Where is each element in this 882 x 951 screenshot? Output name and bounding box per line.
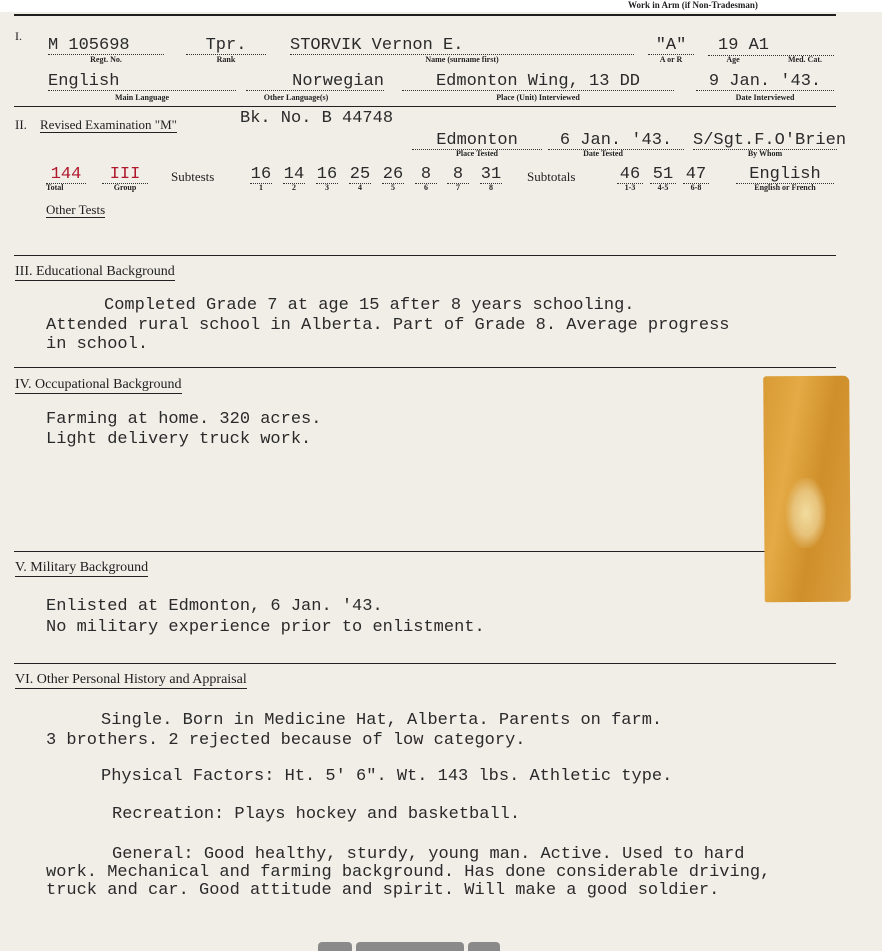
regt-no-value: M 105698 <box>48 37 164 55</box>
appraisal-line: 3 brothers. 2 rejected because of low category. <box>46 731 526 750</box>
subtest-number: 6 <box>424 183 428 192</box>
section5-title: V. Military Background <box>15 560 149 575</box>
section1-rule <box>14 106 836 107</box>
education-line: in school. <box>46 335 149 354</box>
age-caption: Age <box>726 55 740 64</box>
section5-rule <box>14 663 836 664</box>
subtest-number: 4 <box>358 183 362 192</box>
subtotal-range: 1-3 <box>624 183 636 192</box>
other-tests-label: Other Tests <box>46 202 106 217</box>
section3-title: III. Educational Background <box>15 264 175 279</box>
by-whom-caption: By Whom <box>747 149 783 158</box>
test-language-value: English <box>736 166 834 184</box>
military-line: No military experience prior to enlistment. <box>46 618 485 637</box>
regt-no-caption: Regt. No. <box>90 55 122 64</box>
rank-caption: Rank <box>216 55 236 64</box>
subtest-score: 8 <box>447 166 469 184</box>
subtest-score: 16 <box>250 165 272 184</box>
group-value: III <box>102 166 148 184</box>
appraisal-line: Single. Born in Medicine Hat, Alberta. Parents on farm. <box>101 711 663 730</box>
place-tested-caption: Place Tested <box>456 149 498 158</box>
date-interviewed-caption: Date Interviewed <box>735 93 795 102</box>
main-language-caption: Main Language <box>114 93 169 102</box>
section1-numeral: I. <box>15 29 22 43</box>
place-tested-value: Edmonton <box>412 132 542 150</box>
subtests-label: Subtests <box>171 169 215 184</box>
date-tested-value: 6 Jan. '43. <box>548 132 684 150</box>
subtest-number: 3 <box>325 183 329 192</box>
date-interviewed-value: 9 Jan. '43. <box>696 73 834 91</box>
occupation-line: Farming at home. 320 acres. <box>46 410 322 429</box>
subtotal-score: 47 <box>683 166 709 184</box>
a-or-r-caption: A or R <box>659 55 683 64</box>
tape-stain <box>786 478 826 548</box>
subtotal-range: 4-5 <box>657 183 669 192</box>
med-cat-caption: Med. Cat. <box>788 55 822 64</box>
subtest-score: 31 <box>480 165 502 184</box>
revised-exam-label: Revised Examination "M" <box>40 117 177 132</box>
subtest-score: 16 <box>316 165 338 184</box>
section4-rule <box>14 551 836 552</box>
by-whom-value: S/Sgt.F.O'Brien <box>693 131 847 150</box>
other-language-caption: Other Language(s) <box>263 93 329 102</box>
rank-value: Tpr. <box>186 37 266 55</box>
header-note: Work in Arm (if Non-Tradesman) <box>628 0 758 10</box>
appraisal-line: Physical Factors: Ht. 5' 6". Wt. 143 lbs. Athletic type. <box>101 767 673 786</box>
appraisal-line: work. Mechanical and farming background. Has done considerable driving, <box>46 863 771 882</box>
education-line: Completed Grade 7 at age 15 after 8 years schooling. <box>104 296 635 315</box>
total-caption: Total <box>46 183 64 192</box>
total-score: 144 <box>46 166 86 184</box>
a-or-r-value: "A" <box>648 37 694 55</box>
military-line: Enlisted at Edmonton, 6 Jan. '43. <box>46 597 383 616</box>
booklet-number: Bk. No. B 44748 <box>240 109 394 128</box>
subtotals-label: Subtotals <box>527 169 576 184</box>
section3-rule <box>14 367 836 368</box>
folder-tab-edge <box>468 942 500 951</box>
subtotal-score: 51 <box>650 166 676 184</box>
subtest-score: 14 <box>283 165 305 184</box>
date-tested-caption: Date Tested <box>583 149 623 158</box>
place-interviewed-caption: Place (Unit) Interviewed <box>496 93 580 102</box>
appraisal-line: General: Good healthy, sturdy, young man. Active. Used to hard <box>112 845 745 864</box>
subtest-number: 5 <box>391 183 395 192</box>
group-caption: Group <box>113 183 137 192</box>
name-caption: Name (surname first) <box>425 55 499 64</box>
section4-title: IV. Occupational Background <box>15 377 182 392</box>
test-language-caption: English or French <box>754 183 816 192</box>
name-value: STORVIK Vernon E. <box>290 37 634 55</box>
education-line: Attended rural school in Alberta. Part of Grade 8. Average progress <box>46 316 730 335</box>
subtotal-range: 6-8 <box>690 183 702 192</box>
subtest-number: 2 <box>292 183 296 192</box>
main-language-value: English <box>48 73 236 91</box>
subtest-score: 8 <box>415 166 437 184</box>
subtest-number: 8 <box>489 183 493 192</box>
subtest-number: 7 <box>456 183 460 192</box>
folder-tab-edge <box>318 942 352 951</box>
other-language-value: Norwegian <box>246 73 384 91</box>
appraisal-line: truck and car. Good attitude and spirit. Will make a good soldier. <box>46 881 720 900</box>
subtest-number: 1 <box>259 183 263 192</box>
folder-tab-edge <box>356 942 464 951</box>
section2-numeral: II. <box>15 117 27 132</box>
age-value: 19 A1 <box>718 36 770 55</box>
occupation-line: Light delivery truck work. <box>46 430 312 449</box>
subtotal-score: 46 <box>617 166 643 184</box>
top-rule <box>14 14 836 16</box>
subtest-score: 25 <box>349 165 371 184</box>
place-interviewed-value: Edmonton Wing, 13 DD <box>402 73 674 91</box>
section6-title: VI. Other Personal History and Appraisal <box>15 672 247 687</box>
subtest-score: 26 <box>382 165 404 184</box>
appraisal-line: Recreation: Plays hockey and basketball. <box>112 805 521 824</box>
section2-rule <box>14 255 836 256</box>
